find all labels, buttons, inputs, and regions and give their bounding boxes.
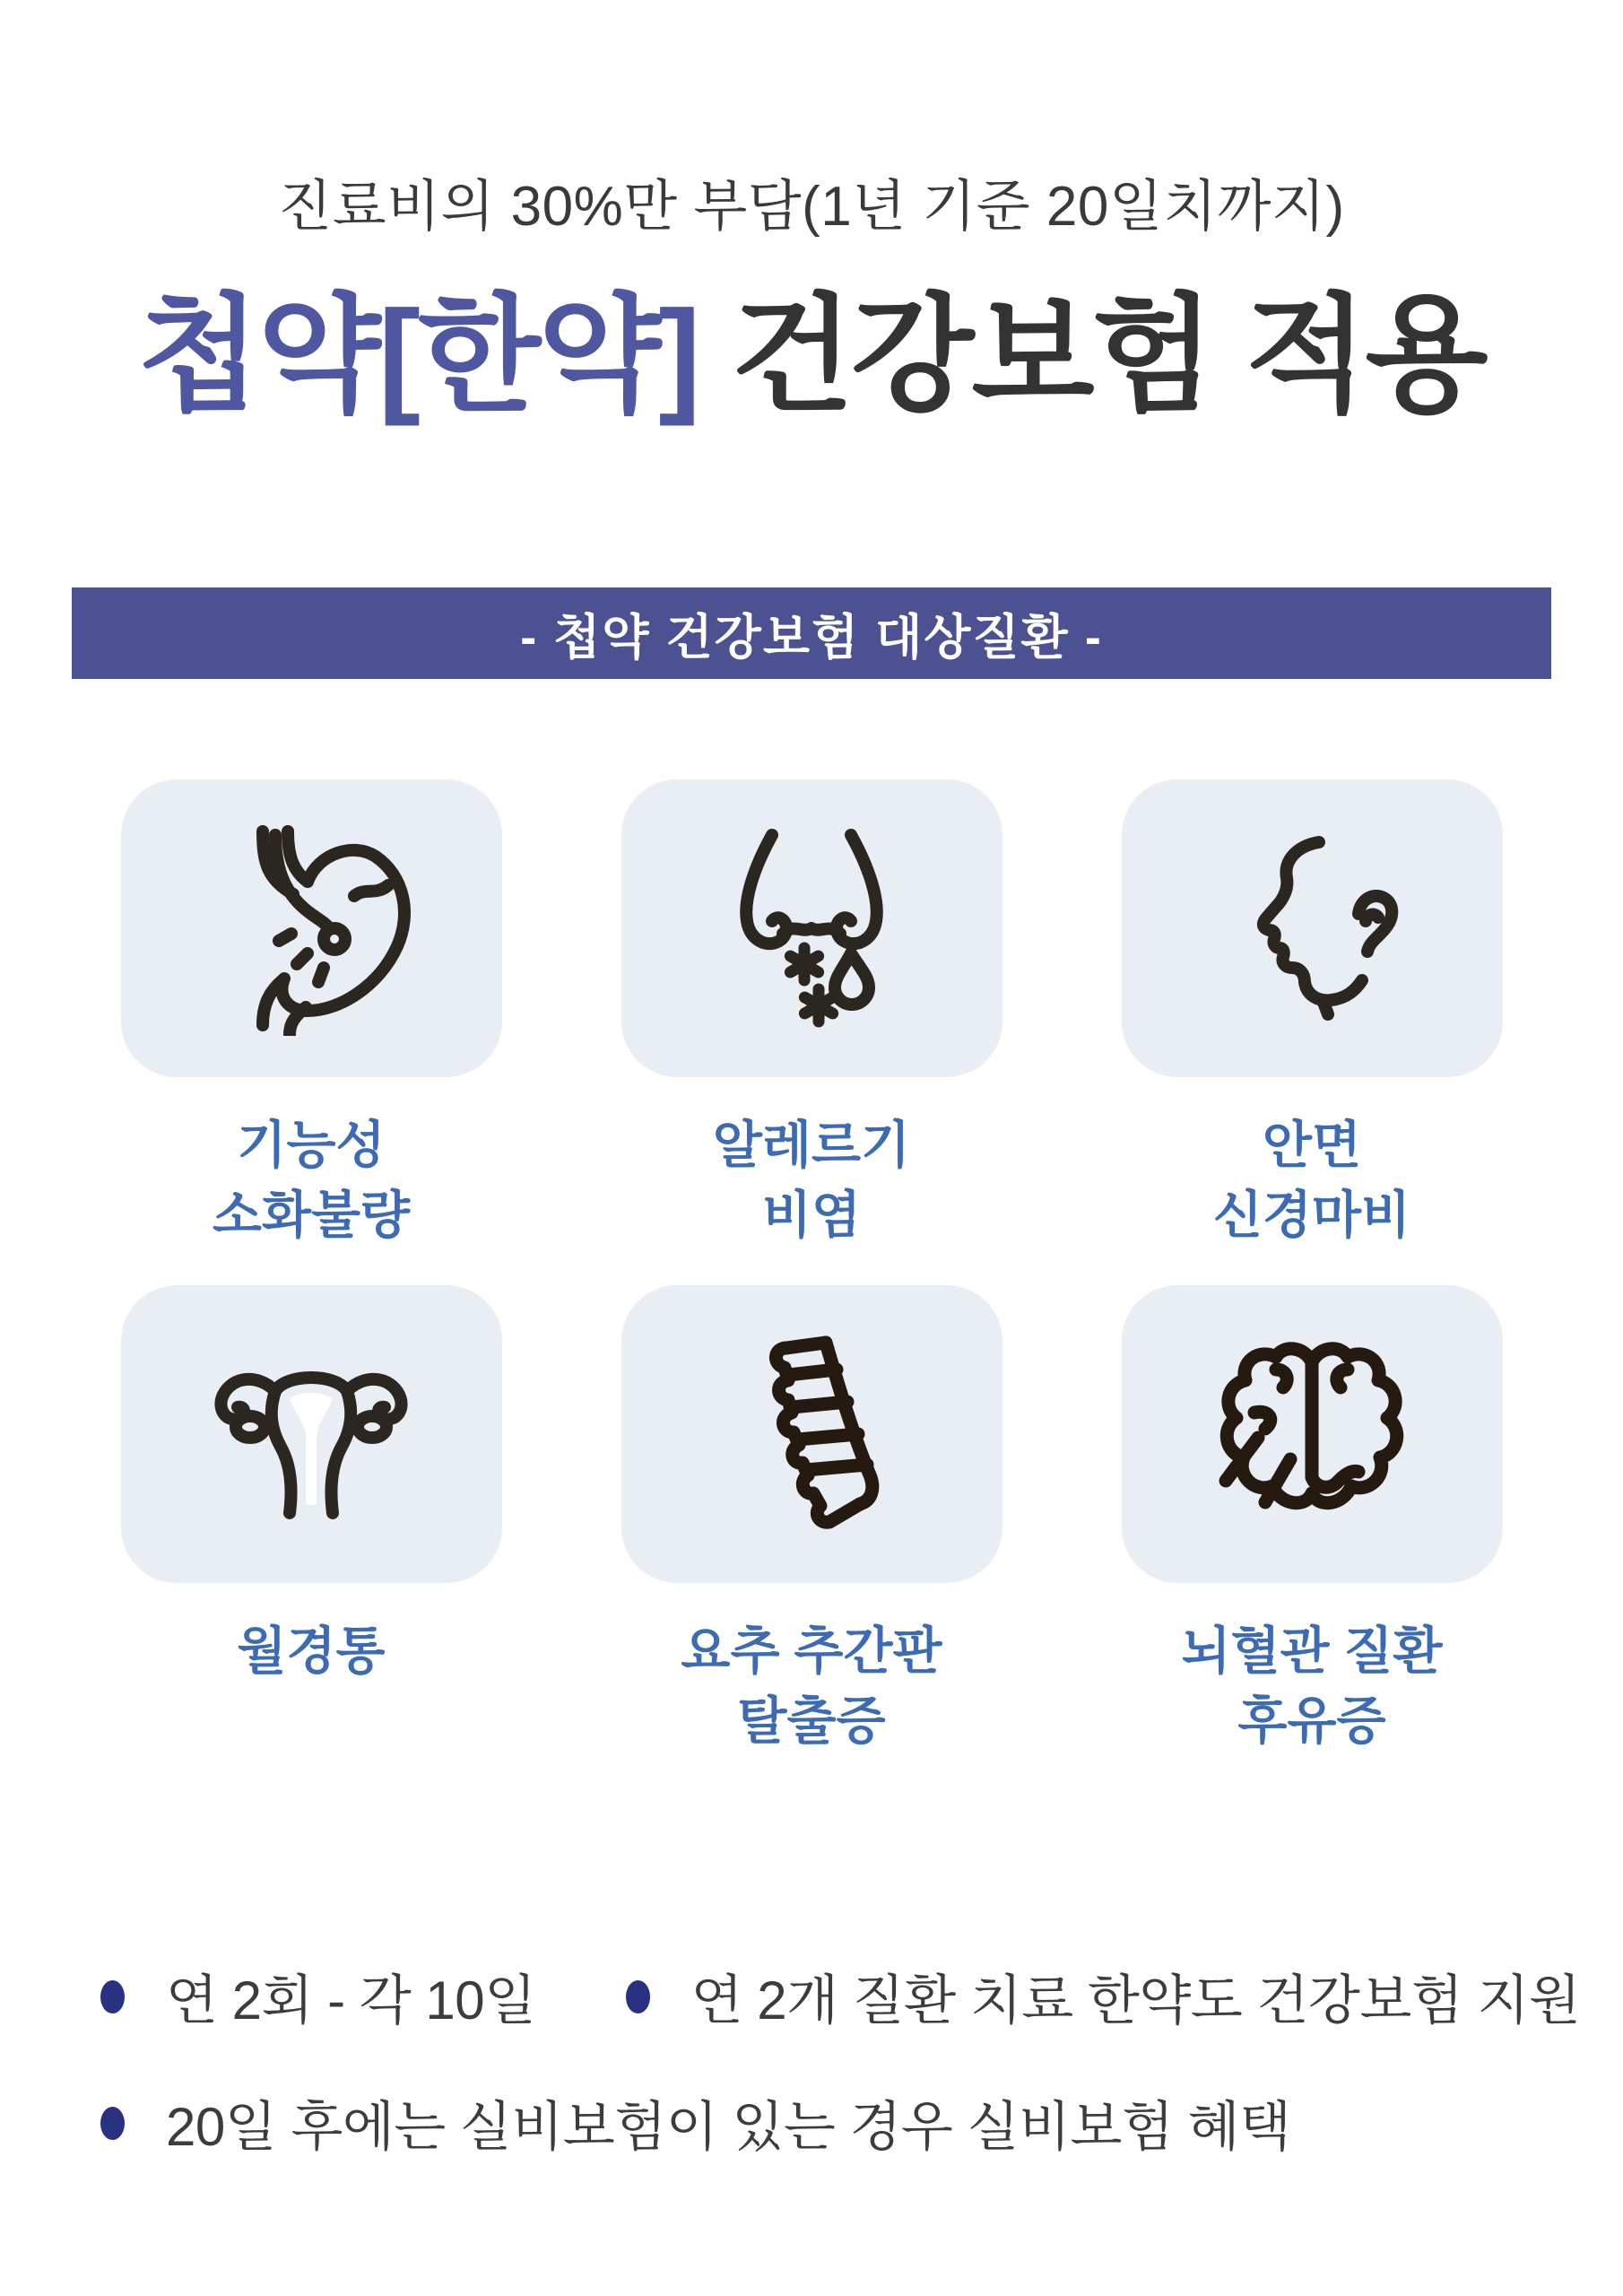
disease-label: 안면 신경마비 [1212, 1117, 1411, 1244]
notes-row [100, 1958, 1623, 2035]
disease-card [1122, 779, 1503, 1077]
disease-cell-rhinitis [621, 779, 1002, 1253]
title-highlight: 첩약[한약] [137, 284, 699, 427]
disease-card [1122, 1285, 1503, 1583]
notes-row [100, 2084, 1623, 2161]
face-icon [1204, 821, 1419, 1036]
disease-label: 기능성 소화불량 [212, 1117, 411, 1244]
note-text: 연 2회 - 각 10일 [166, 1970, 536, 2031]
note-text: 20일 후에는 실비보험이 있는 경우 실비보험 혜택 [166, 2097, 1291, 2158]
nose-icon [704, 821, 919, 1036]
brain-icon [1204, 1326, 1419, 1542]
note-item [100, 2084, 1291, 2161]
disease-label: 요추 추간판 탈출증 [681, 1622, 942, 1750]
bullet-dot [626, 1980, 650, 2013]
spine-icon [704, 1326, 919, 1542]
disease-grid [0, 779, 1623, 1759]
disease-card [121, 1285, 502, 1583]
disease-cell-dyspepsia [121, 779, 502, 1253]
poster-title [0, 286, 1623, 426]
banner-text: - 첩약 건강보험 대상질환 - [520, 610, 1103, 665]
disease-label: 알레르기 비염 [712, 1117, 911, 1244]
bullet-dot [100, 1980, 125, 2013]
disease-card [621, 1285, 1002, 1583]
note-text: 연 2개 질환 치료 한약도 건강보험 지원 [690, 1970, 1581, 2031]
uterus-icon [204, 1326, 419, 1542]
disease-cell-cerebrovascular [1122, 1285, 1503, 1759]
title-rest: 건강보험 적용 [698, 284, 1486, 427]
disease-card [121, 779, 502, 1077]
stomach-icon [204, 821, 419, 1036]
poster-subtitle: 진료비의 30%만 부담(1년 기준 20일치까지) [278, 176, 1345, 238]
bullet-dot [100, 2107, 125, 2140]
disease-cell-lumbar-disc [621, 1285, 1002, 1759]
section-banner [72, 587, 1551, 679]
disease-label: 뇌혈관 질환 후유증 [1181, 1622, 1443, 1750]
disease-card [621, 779, 1002, 1077]
note-item [100, 1958, 536, 2035]
disease-cell-menstrual-pain [121, 1285, 502, 1759]
note-item [626, 1958, 1581, 2035]
notes-section [0, 1958, 1623, 2161]
disease-cell-facial-palsy [1122, 779, 1503, 1253]
disease-label: 월경통 [237, 1622, 386, 1681]
